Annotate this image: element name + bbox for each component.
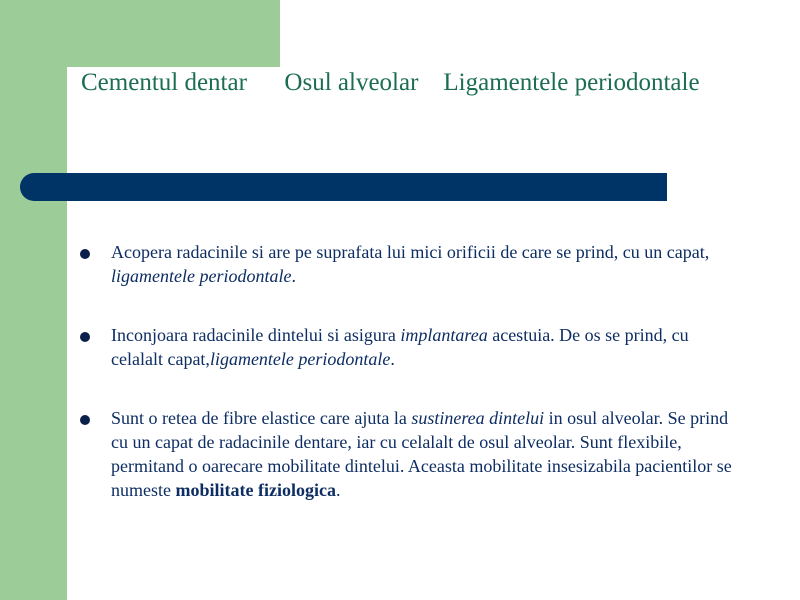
bullet-list — [78, 240, 738, 537]
bullet-item-alveolar-bone — [78, 323, 738, 371]
bullet-text: . — [291, 266, 296, 286]
bullet-text: Sunt o retea de fibre elastice care ajuta la — [111, 408, 412, 428]
bullet-text: Inconjoara radacinile dintelui si asigura — [111, 325, 401, 345]
slide-title: Cementul dentar Osul alveolar Ligamentele periodontale — [81, 69, 700, 96]
green-sidebar-decoration — [0, 0, 67, 600]
bullet-text: Acopera radacinile si are pe suprafata lui mici orificii de care se prind, cu un capat, — [111, 242, 710, 262]
bullet-emphasis: ligamentele periodontale — [111, 266, 292, 286]
bullet-item-ligaments — [78, 406, 738, 502]
bullet-emphasis: implantarea — [400, 325, 488, 345]
bullet-text: . — [335, 480, 341, 500]
bullet-text: in osul alveolar. Se prind cu un capat de radacinile dentare, iar cu celalalt de osul alveolar. Sunt flexibile, permitand o oarecare mobilitate dintelui. Aceasta mobilitate insesizabila pacientilor se numeste — [111, 408, 732, 500]
bullet-text: . — [390, 349, 395, 369]
bullet-text: acestuia. De os se prind, cu celalalt capat, — [111, 325, 689, 369]
bullet-dot-icon — [80, 332, 90, 342]
bullet-dot-icon — [80, 249, 90, 259]
title-underline-bar — [20, 173, 667, 201]
bullet-emphasis: sustinerea dintelui — [411, 408, 545, 428]
bullet-strong: mobilitate fiziologica — [175, 480, 336, 500]
green-header-decoration — [0, 0, 280, 67]
bullet-item-cement — [78, 240, 738, 288]
bullet-emphasis: ligamentele periodontale — [209, 349, 391, 369]
bullet-dot-icon — [80, 415, 90, 425]
